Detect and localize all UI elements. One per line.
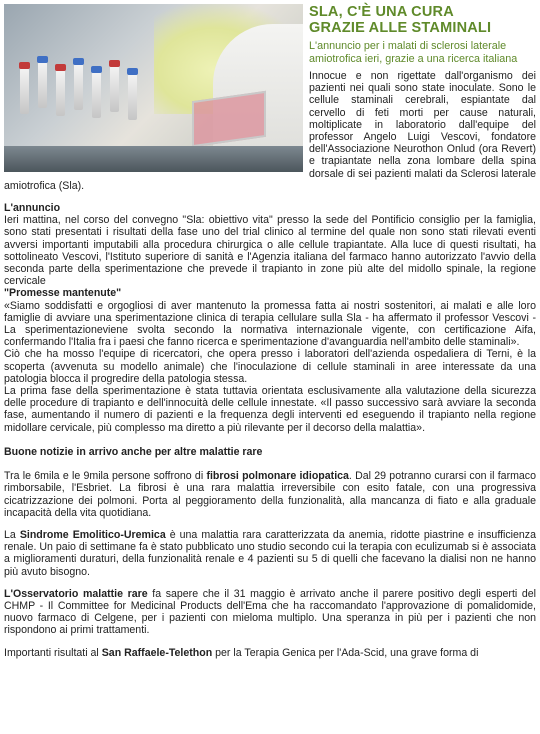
bench-shape	[4, 146, 303, 172]
paragraph-osservatorio	[4, 588, 536, 637]
lab-photo	[4, 4, 303, 172]
text-fragment: per la Terapia Genica per l'Ada-Scid, una grave forma di	[212, 646, 479, 659]
paragraph-fibrosi	[4, 470, 536, 519]
heading-buone-notizie: Buone notizie in arrivo anche per altre malattie rare	[4, 445, 263, 458]
paragraph-sindrome	[4, 529, 536, 578]
bold-term: fibrosi polmonare idiopatica	[206, 470, 349, 483]
bold-term: San Raffaele-Telethon	[101, 646, 213, 659]
title-line-1: SLA, C'È UNA CURA	[309, 4, 454, 20]
text-fragment: fa sapere che il 31 maggio è arrivato anche il parere positivo degli esperti del CHMP - Il Committee for Medicinal Products dell'Ema che ha raccomandato l'approvazione di pomalidomide, nuovo farmaco di Celgene, per i pazienti con mieloma multiplo. Una speranza in più per i pazienti che non rispondono ai primi trattamenti.	[4, 587, 536, 637]
paragraph-san-raffaele	[4, 647, 536, 659]
test-tube-rack	[10, 62, 160, 152]
intro-paragraph: Innocue e non rigettate dall'organismo dei pazienti nei quali sono state inoculate. Sono le cellule staminali cerebrali, espiantate dal cervello di feti morti per cause naturali, moltiplicate in laboratorio dall'equipe del professor Angelo Luigi Vescovi, fondatore dell'Associazione Neurothon Onlud (ora Revert) e trapiantate nella zona lombare della spina dorsale di sei pazienti malati da Sclerosi laterale amiotrofica (Sla).	[4, 70, 536, 192]
text-fragment: Tra le 6mila e le 9mila persone soffrono di	[4, 470, 207, 483]
paragraph-annuncio: Ieri mattina, nel corso del convegno "Sla: obiettivo vita" presso la sede del Pontificio consiglio per la famiglia, sono stati presentati i risultati della fase uno del trial clinico al termine del quale non sono stati rilevati eventi avversi importanti imputabili alla procedura chirurgica o alle cellule trapiantate. Alla luce di questi risultati, ha sottolineato Vescovi, l'Istituto superiore di sanità e l'Agenzia italiana del farmaco hanno autorizzato l'avvio della seconda parte della sperimentazione che prevede il trapianto in zone più alte del midollo spinale, la regione cervicale	[4, 214, 536, 288]
heading-promesse: "Promesse mantenute"	[4, 287, 122, 300]
paragraph-promesse-3: La prima fase della sperimentazione è stata tuttavia orientata esclusivamente alla valutazione della sicurezza delle procedure di trapianto e dell'innocuità delle cellule innestate. «Il passo successivo sarà avviare la seconda fase, aumentando il numero di pazienti e la frequenza degli interventi ed eseguendo il trapianto nella regione midollare cervicale, più complesso ma diretto a più rilevante per il decorso della malattia».	[4, 385, 536, 434]
title-line-2: GRAZIE ALLE STAMINALI	[309, 20, 492, 36]
text-fragment: La	[4, 528, 20, 541]
heading-annuncio: L'annuncio	[4, 202, 61, 215]
text-fragment: Importanti risultati al	[4, 646, 102, 659]
article-subtitle: L'annuncio per i malati di sclerosi laterale amiotrofica ieri, grazie a una ricerca italiana	[309, 40, 518, 65]
text-fragment: . Dal 29 potranno curarsi con il farmaco rimborsabile, l'Esbriet. La fibrosi è una rara malattia irreversibile con esito fatale, con una progressiva cicatrizzazione dei polmoni. Porta al peggioramento della funzionalità, alla mancanza di fiato e alla graduale incapacità della vita quotidiana.	[4, 470, 536, 519]
paragraph-promesse-1: «Siamo soddisfatti e orgogliosi di aver mantenuto la promessa fatta ai nostri sostenitori, ai malati e alle loro famiglie di avviare una sperimentazione clinica di terapia cellulare sulla Sla - ha affermato il professor Vescovi - La sperimentazioneviene svolta secondo la normativa internazionale vigente, con certificazione Aifa, confermando l'Italia fra i paesi che fanno ricerca e sperimentazione d'avanguardia nell'ambito delle staminali».	[4, 299, 536, 349]
paragraph-promesse-2: Ciò che ha mosso l'equipe di ricercatori, che opera presso i laboratori dell'azienda ospedaliera di Terni, è la scoperta (avvenuta su modello animale) che l'inoculazione di cellule staminali in aree interessate da una patologia blocca il progredire della patologia stessa.	[4, 348, 536, 385]
bold-term: Sindrome Emolitico-Uremica	[19, 528, 166, 541]
bold-term: L'Osservatorio malattie rare	[4, 587, 148, 600]
text-fragment: è una malattia rara caratterizzata da anemia, ridotte piastrine e insufficienza renale. Un paio di settimane fa è stato pubblicato uno studio secondo cui la terapia con eculizumab si è associata a miglioramenti duraturi, della funzionalità renale e 4 pazienti su 5 di quelli che facevano la dialisi non ne hanno più avuto bisogno.	[4, 528, 536, 578]
